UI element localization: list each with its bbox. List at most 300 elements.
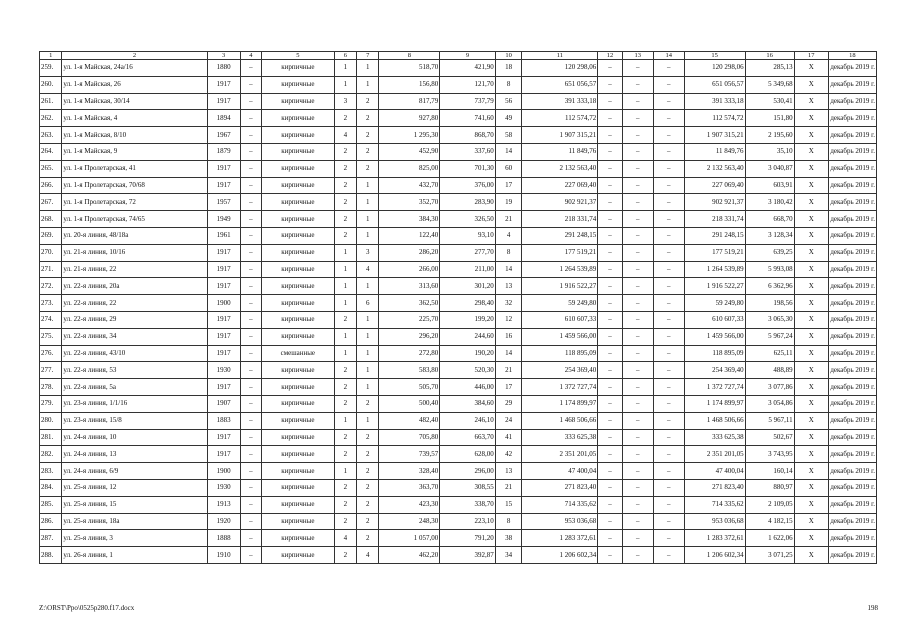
cell-total-area: 462,20: [379, 547, 440, 564]
cell-wall-material: кирпичные: [262, 379, 335, 396]
cell-col-14: –: [653, 311, 684, 328]
cell-cost-subtotal: 1 283 372,61: [684, 530, 745, 547]
cell-cost-per-sqm: 285,13: [745, 60, 794, 77]
cell-wall-material: кирпичные: [262, 76, 335, 93]
cell-address: ул. 1-я Пролетарская, 70/68: [62, 177, 207, 194]
cell-year-built: 1917: [207, 177, 240, 194]
cell-wall-material: кирпичные: [262, 429, 335, 446]
cell-residents: 58: [495, 127, 522, 144]
cell-col-4: –: [240, 76, 261, 93]
table-row: [40, 261, 877, 278]
cell-living-area: 337,60: [440, 143, 496, 160]
cell-total-area: 328,40: [379, 463, 440, 480]
table-row: [40, 446, 877, 463]
cell-entrances: 1: [357, 278, 379, 295]
cell-cost-subtotal: 218 331,74: [684, 211, 745, 228]
cell-total-area: 739,57: [379, 446, 440, 463]
table-row: [40, 395, 877, 412]
cell-year-built: 1930: [207, 362, 240, 379]
cell-cost-subtotal: 112 574,72: [684, 110, 745, 127]
cell-wall-material: кирпичные: [262, 362, 335, 379]
cell-col-17: X: [794, 311, 828, 328]
cell-wall-material: кирпичные: [262, 110, 335, 127]
cell-total-area: 817,79: [379, 93, 440, 110]
cell-cost-total: 1 206 602,34: [522, 547, 598, 564]
cell-col-14: –: [653, 127, 684, 144]
cell-floors: 1: [334, 328, 356, 345]
table-row: [40, 244, 877, 261]
cell-entrances: 1: [357, 177, 379, 194]
cell-total-area: 500,40: [379, 395, 440, 412]
cell-cost-per-sqm: 488,89: [745, 362, 794, 379]
cell-completion-date: декабрь 2019 г.: [828, 261, 876, 278]
cell-address: ул. 1-я Пролетарская, 74/65: [62, 211, 207, 228]
cell-cost-subtotal: 1 916 522,27: [684, 278, 745, 295]
cell-col-12: –: [598, 160, 623, 177]
cell-col-4: –: [240, 412, 261, 429]
cell-year-built: 1920: [207, 513, 240, 530]
cell-floors: 4: [334, 530, 356, 547]
cell-total-area: 1 295,30: [379, 127, 440, 144]
cell-col-14: –: [653, 429, 684, 446]
cell-wall-material: кирпичные: [262, 446, 335, 463]
cell-total-area: 1 057,00: [379, 530, 440, 547]
cell-entrances: 1: [357, 345, 379, 362]
cell-col-13: –: [622, 379, 653, 396]
cell-cost-total: 227 069,40: [522, 177, 598, 194]
cell-total-area: 313,60: [379, 278, 440, 295]
cell-living-area: 392,87: [440, 547, 496, 564]
cell-year-built: 1917: [207, 261, 240, 278]
cell-floors: 2: [334, 479, 356, 496]
cell-cost-total: 1 372 727,74: [522, 379, 598, 396]
cell-col-12: –: [598, 278, 623, 295]
cell-residents: 8: [495, 513, 522, 530]
cell-cost-per-sqm: 502,67: [745, 429, 794, 446]
cell-cost-total: 1 283 372,61: [522, 530, 598, 547]
cell-living-area: 301,20: [440, 278, 496, 295]
cell-address: ул. 24-я линия, 13: [62, 446, 207, 463]
cell-year-built: 1949: [207, 211, 240, 228]
cell-living-area: 446,00: [440, 379, 496, 396]
cell-cost-per-sqm: 3 040,87: [745, 160, 794, 177]
cell-cost-per-sqm: 4 182,15: [745, 513, 794, 530]
cell-address: ул. 23-я линия, 1/1/16: [62, 395, 207, 412]
cell-address: ул. 21-я линия, 22: [62, 261, 207, 278]
cell-wall-material: кирпичные: [262, 479, 335, 496]
column-number-17: 17: [794, 52, 828, 60]
cell-col-14: –: [653, 513, 684, 530]
cell-entrances: 2: [357, 513, 379, 530]
cell-wall-material: кирпичные: [262, 496, 335, 513]
cell-year-built: 1961: [207, 227, 240, 244]
cell-address: ул. 1-я Майская, 26: [62, 76, 207, 93]
cell-wall-material: кирпичные: [262, 463, 335, 480]
cell-total-area: 286,20: [379, 244, 440, 261]
cell-year-built: 1967: [207, 127, 240, 144]
cell-year-built: 1907: [207, 395, 240, 412]
cell-col-4: –: [240, 379, 261, 396]
table-row: [40, 143, 877, 160]
cell-living-area: 421,90: [440, 60, 496, 77]
cell-col-12: –: [598, 244, 623, 261]
cell-floors: 4: [334, 127, 356, 144]
cell-wall-material: кирпичные: [262, 127, 335, 144]
cell-col-14: –: [653, 463, 684, 480]
cell-total-area: 452,90: [379, 143, 440, 160]
cell-year-built: 1880: [207, 60, 240, 77]
cell-col-14: –: [653, 143, 684, 160]
cell-year-built: 1917: [207, 76, 240, 93]
cell-completion-date: декабрь 2019 г.: [828, 328, 876, 345]
cell-col-4: –: [240, 211, 261, 228]
cell-col-13: –: [622, 496, 653, 513]
cell-col-13: –: [622, 513, 653, 530]
cell-col-14: –: [653, 412, 684, 429]
cell-cost-total: 177 519,21: [522, 244, 598, 261]
cell-total-area: 122,40: [379, 227, 440, 244]
cell-floors: 1: [334, 76, 356, 93]
cell-address: ул. 22-я линия, 53: [62, 362, 207, 379]
cell-col-17: X: [794, 143, 828, 160]
cell-col-14: –: [653, 244, 684, 261]
cell-completion-date: декабрь 2019 г.: [828, 76, 876, 93]
cell-col-14: –: [653, 362, 684, 379]
cell-col-12: –: [598, 76, 623, 93]
cell-completion-date: декабрь 2019 г.: [828, 412, 876, 429]
cell-cost-total: 218 331,74: [522, 211, 598, 228]
cell-cost-subtotal: 953 036,68: [684, 513, 745, 530]
cell-col-12: –: [598, 446, 623, 463]
cell-address: ул. 22-я линия, 43/10: [62, 345, 207, 362]
cell-completion-date: декабрь 2019 г.: [828, 127, 876, 144]
table-row: [40, 412, 877, 429]
cell-col-4: –: [240, 530, 261, 547]
cell-residents: 21: [495, 362, 522, 379]
cell-floors: 2: [334, 227, 356, 244]
cell-cost-subtotal: 1 372 727,74: [684, 379, 745, 396]
cell-entrances: 1: [357, 76, 379, 93]
cell-total-area: 362,50: [379, 295, 440, 312]
cell-col-12: –: [598, 127, 623, 144]
cell-col-12: –: [598, 143, 623, 160]
column-number-3: 3: [207, 52, 240, 60]
cell-residents: 15: [495, 496, 522, 513]
cell-cost-per-sqm: 530,41: [745, 93, 794, 110]
cell-col-14: –: [653, 395, 684, 412]
cell-col-4: –: [240, 244, 261, 261]
cell-col-14: –: [653, 211, 684, 228]
cell-col-17: X: [794, 211, 828, 228]
table-row: [40, 295, 877, 312]
cell-col-4: –: [240, 311, 261, 328]
cell-row-number: 260.: [40, 76, 62, 93]
cell-living-area: 628,00: [440, 446, 496, 463]
cell-row-number: 275.: [40, 328, 62, 345]
cell-col-17: X: [794, 60, 828, 77]
cell-residents: 14: [495, 261, 522, 278]
cell-col-14: –: [653, 328, 684, 345]
column-number-10: 10: [495, 52, 522, 60]
cell-year-built: 1888: [207, 530, 240, 547]
table-row: [40, 127, 877, 144]
cell-entrances: 2: [357, 143, 379, 160]
cell-floors: 2: [334, 194, 356, 211]
cell-cost-total: 2 351 201,05: [522, 446, 598, 463]
cell-col-4: –: [240, 547, 261, 564]
cell-living-area: 93,10: [440, 227, 496, 244]
cell-col-17: X: [794, 496, 828, 513]
cell-floors: 2: [334, 160, 356, 177]
cell-row-number: 281.: [40, 429, 62, 446]
cell-cost-total: 118 895,09: [522, 345, 598, 362]
cell-entrances: 1: [357, 328, 379, 345]
cell-col-13: –: [622, 93, 653, 110]
cell-wall-material: кирпичные: [262, 261, 335, 278]
cell-address: ул. 26-я линия, 1: [62, 547, 207, 564]
cell-col-14: –: [653, 194, 684, 211]
cell-wall-material: кирпичные: [262, 530, 335, 547]
cell-floors: 2: [334, 379, 356, 396]
cell-total-area: 518,70: [379, 60, 440, 77]
cell-completion-date: декабрь 2019 г.: [828, 194, 876, 211]
cell-year-built: 1894: [207, 110, 240, 127]
cell-col-4: –: [240, 513, 261, 530]
table-row: [40, 76, 877, 93]
cell-address: ул. 20-я линия, 48/18а: [62, 227, 207, 244]
cell-row-number: 280.: [40, 412, 62, 429]
cell-col-4: –: [240, 177, 261, 194]
cell-cost-subtotal: 714 335,62: [684, 496, 745, 513]
cell-residents: 49: [495, 110, 522, 127]
cell-floors: 2: [334, 311, 356, 328]
cell-wall-material: кирпичные: [262, 160, 335, 177]
cell-address: ул. 1-я Пролетарская, 41: [62, 160, 207, 177]
cell-cost-subtotal: 227 069,40: [684, 177, 745, 194]
cell-entrances: 2: [357, 160, 379, 177]
cell-row-number: 278.: [40, 379, 62, 396]
cell-col-4: –: [240, 160, 261, 177]
cell-col-17: X: [794, 160, 828, 177]
cell-cost-total: 2 132 563,40: [522, 160, 598, 177]
cell-col-12: –: [598, 530, 623, 547]
cell-cost-subtotal: 1 468 506,66: [684, 412, 745, 429]
column-number-8: 8: [379, 52, 440, 60]
cell-col-17: X: [794, 463, 828, 480]
cell-completion-date: декабрь 2019 г.: [828, 513, 876, 530]
cell-col-17: X: [794, 194, 828, 211]
cell-col-13: –: [622, 278, 653, 295]
cell-year-built: 1879: [207, 143, 240, 160]
cell-completion-date: декабрь 2019 г.: [828, 463, 876, 480]
cell-col-17: X: [794, 513, 828, 530]
cell-cost-total: 11 849,76: [522, 143, 598, 160]
cell-col-13: –: [622, 328, 653, 345]
cell-row-number: 279.: [40, 395, 62, 412]
cell-completion-date: декабрь 2019 г.: [828, 547, 876, 564]
cell-living-area: 246,10: [440, 412, 496, 429]
cell-cost-total: 271 823,40: [522, 479, 598, 496]
column-number-5: 5: [262, 52, 335, 60]
cell-col-14: –: [653, 547, 684, 564]
cell-col-14: –: [653, 278, 684, 295]
cell-living-area: 384,60: [440, 395, 496, 412]
cell-address: ул. 25-я линия, 12: [62, 479, 207, 496]
cell-entrances: 1: [357, 227, 379, 244]
cell-floors: 2: [334, 177, 356, 194]
cell-total-area: 825,00: [379, 160, 440, 177]
cell-wall-material: кирпичные: [262, 211, 335, 228]
cell-residents: 13: [495, 463, 522, 480]
cell-completion-date: декабрь 2019 г.: [828, 496, 876, 513]
cell-floors: 2: [334, 211, 356, 228]
cell-col-12: –: [598, 60, 623, 77]
cell-living-area: 190,20: [440, 345, 496, 362]
cell-floors: 1: [334, 278, 356, 295]
cell-col-14: –: [653, 60, 684, 77]
cell-cost-per-sqm: 2 109,05: [745, 496, 794, 513]
cell-year-built: 1913: [207, 496, 240, 513]
cell-wall-material: смешанные: [262, 345, 335, 362]
cell-cost-per-sqm: 160,14: [745, 463, 794, 480]
column-number-13: 13: [622, 52, 653, 60]
table-row: [40, 227, 877, 244]
cell-address: ул. 1-я Пролетарская, 72: [62, 194, 207, 211]
cell-col-13: –: [622, 446, 653, 463]
cell-completion-date: декабрь 2019 г.: [828, 60, 876, 77]
cell-col-14: –: [653, 261, 684, 278]
cell-entrances: 1: [357, 362, 379, 379]
cell-col-12: –: [598, 379, 623, 396]
cell-year-built: 1910: [207, 547, 240, 564]
cell-cost-per-sqm: 3 054,86: [745, 395, 794, 412]
cell-residents: 38: [495, 530, 522, 547]
cell-col-4: –: [240, 295, 261, 312]
column-number-18: 18: [828, 52, 876, 60]
cell-col-4: –: [240, 278, 261, 295]
page-number: 198: [867, 604, 878, 612]
cell-col-17: X: [794, 479, 828, 496]
cell-col-4: –: [240, 110, 261, 127]
cell-living-area: 296,00: [440, 463, 496, 480]
cell-wall-material: кирпичные: [262, 244, 335, 261]
cell-row-number: 271.: [40, 261, 62, 278]
cell-floors: 2: [334, 143, 356, 160]
cell-col-4: –: [240, 261, 261, 278]
cell-total-area: 583,80: [379, 362, 440, 379]
cell-cost-per-sqm: 880,97: [745, 479, 794, 496]
cell-living-area: 791,20: [440, 530, 496, 547]
cell-residents: 14: [495, 143, 522, 160]
cell-completion-date: декабрь 2019 г.: [828, 345, 876, 362]
cell-row-number: 268.: [40, 211, 62, 228]
cell-row-number: 263.: [40, 127, 62, 144]
cell-cost-total: 714 335,62: [522, 496, 598, 513]
cell-cost-total: 59 249,80: [522, 295, 598, 312]
cell-col-12: –: [598, 345, 623, 362]
cell-cost-per-sqm: 603,91: [745, 177, 794, 194]
cell-total-area: 352,70: [379, 194, 440, 211]
cell-address: ул. 24-я линия, 10: [62, 429, 207, 446]
column-number-6: 6: [334, 52, 356, 60]
cell-address: ул. 22-я линия, 29: [62, 311, 207, 328]
cell-floors: 2: [334, 362, 356, 379]
cell-living-area: 737,79: [440, 93, 496, 110]
cell-cost-per-sqm: 6 362,96: [745, 278, 794, 295]
cell-col-12: –: [598, 362, 623, 379]
cell-entrances: 2: [357, 446, 379, 463]
cell-entrances: 1: [357, 311, 379, 328]
cell-col-13: –: [622, 127, 653, 144]
cell-floors: 2: [334, 110, 356, 127]
cell-completion-date: декабрь 2019 г.: [828, 311, 876, 328]
cell-wall-material: кирпичные: [262, 194, 335, 211]
cell-floors: 3: [334, 93, 356, 110]
cell-cost-per-sqm: 3 180,42: [745, 194, 794, 211]
cell-col-13: –: [622, 345, 653, 362]
cell-col-17: X: [794, 362, 828, 379]
cell-total-area: 927,80: [379, 110, 440, 127]
cell-cost-total: 610 607,33: [522, 311, 598, 328]
cell-col-17: X: [794, 76, 828, 93]
cell-wall-material: кирпичные: [262, 143, 335, 160]
cell-entrances: 1: [357, 211, 379, 228]
cell-col-13: –: [622, 244, 653, 261]
cell-cost-total: 1 916 522,27: [522, 278, 598, 295]
cell-year-built: 1900: [207, 295, 240, 312]
cell-col-14: –: [653, 110, 684, 127]
cell-residents: 41: [495, 429, 522, 446]
cell-cost-total: 651 056,57: [522, 76, 598, 93]
cell-year-built: 1917: [207, 429, 240, 446]
cell-total-area: 432,70: [379, 177, 440, 194]
cell-cost-subtotal: 118 895,09: [684, 345, 745, 362]
cell-cost-subtotal: 1 459 566,00: [684, 328, 745, 345]
cell-col-4: –: [240, 60, 261, 77]
cell-address: ул. 23-я линия, 15/8: [62, 412, 207, 429]
cell-completion-date: декабрь 2019 г.: [828, 295, 876, 312]
cell-cost-total: 1 459 566,00: [522, 328, 598, 345]
cell-residents: 56: [495, 93, 522, 110]
cell-col-17: X: [794, 244, 828, 261]
cell-completion-date: декабрь 2019 г.: [828, 177, 876, 194]
cell-row-number: 259.: [40, 60, 62, 77]
table-header: [40, 52, 877, 60]
cell-col-13: –: [622, 211, 653, 228]
cell-col-17: X: [794, 295, 828, 312]
table-row: [40, 211, 877, 228]
cell-col-12: –: [598, 479, 623, 496]
cell-row-number: 272.: [40, 278, 62, 295]
table-row: [40, 311, 877, 328]
cell-living-area: 701,30: [440, 160, 496, 177]
cell-cost-subtotal: 391 333,18: [684, 93, 745, 110]
cell-residents: 18: [495, 60, 522, 77]
cell-cost-total: 953 036,68: [522, 513, 598, 530]
cell-living-area: 199,20: [440, 311, 496, 328]
cell-living-area: 338,70: [440, 496, 496, 513]
cell-row-number: 266.: [40, 177, 62, 194]
table-row: [40, 177, 877, 194]
cell-cost-per-sqm: 1 622,06: [745, 530, 794, 547]
cell-floors: 1: [334, 295, 356, 312]
cell-col-14: –: [653, 227, 684, 244]
cell-entrances: 2: [357, 110, 379, 127]
cell-wall-material: кирпичные: [262, 278, 335, 295]
cell-col-13: –: [622, 295, 653, 312]
cell-row-number: 276.: [40, 345, 62, 362]
cell-completion-date: декабрь 2019 г.: [828, 278, 876, 295]
